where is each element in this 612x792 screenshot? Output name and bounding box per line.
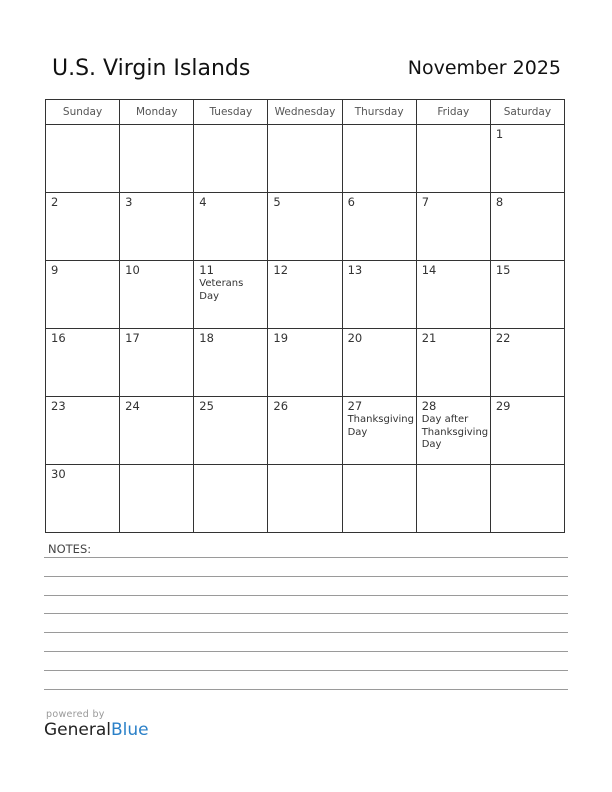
day-cell xyxy=(490,193,564,261)
day-cell xyxy=(46,125,120,193)
day-number: 20 xyxy=(347,331,363,345)
day-cell xyxy=(194,397,268,465)
day-cell xyxy=(268,261,342,329)
weekday-wednesday: Wednesday xyxy=(268,100,342,125)
week-row xyxy=(46,465,565,533)
day-cell xyxy=(416,397,490,465)
day-cell xyxy=(120,329,194,397)
note-line xyxy=(44,651,568,652)
day-cell xyxy=(120,125,194,193)
day-cell xyxy=(490,125,564,193)
week-row xyxy=(46,397,565,465)
weekday-header-row xyxy=(46,100,565,125)
day-number: 3 xyxy=(125,195,133,209)
weekday-saturday: Saturday xyxy=(490,100,564,125)
day-cell xyxy=(490,397,564,465)
day-number: 30 xyxy=(51,467,66,481)
day-number: 26 xyxy=(273,399,289,413)
note-line xyxy=(44,670,568,671)
day-cell xyxy=(268,397,342,465)
note-line xyxy=(44,595,568,596)
day-cell xyxy=(416,465,490,533)
notes-label: NOTES: xyxy=(48,542,92,556)
weekday-sunday: Sunday xyxy=(46,100,120,125)
day-number: 19 xyxy=(273,331,289,345)
generalblue-logo[interactable] xyxy=(44,720,149,740)
day-number: 15 xyxy=(495,263,511,277)
calendar-country-title: U.S. Virgin Islands xyxy=(52,56,251,81)
day-cell xyxy=(342,261,416,329)
logo-general-text: General xyxy=(44,720,111,740)
day-cell xyxy=(342,397,416,465)
day-cell xyxy=(416,261,490,329)
note-line xyxy=(44,632,568,633)
day-number: 14 xyxy=(421,263,437,277)
day-number: 9 xyxy=(51,263,59,277)
day-cell xyxy=(46,329,120,397)
note-line xyxy=(44,576,568,577)
holiday-label: Thanksgiving Day xyxy=(347,414,414,438)
day-cell xyxy=(194,261,268,329)
weekday-thursday: Thursday xyxy=(342,100,416,125)
week-row xyxy=(46,261,565,329)
day-cell xyxy=(46,397,120,465)
day-number: 13 xyxy=(347,263,363,277)
weekday-monday: Monday xyxy=(120,100,194,125)
week-row xyxy=(46,193,565,261)
day-number: 28 xyxy=(421,399,437,413)
day-cell xyxy=(342,329,416,397)
note-line xyxy=(44,613,568,614)
day-number: 11 xyxy=(199,263,214,277)
holiday-label: Veterans Day xyxy=(199,278,244,302)
day-cell xyxy=(268,193,342,261)
day-cell xyxy=(120,261,194,329)
day-number: 10 xyxy=(125,263,140,277)
day-cell xyxy=(268,329,342,397)
day-number: 27 xyxy=(347,399,363,413)
day-number: 25 xyxy=(199,399,214,413)
day-cell xyxy=(268,125,342,193)
day-number: 17 xyxy=(125,331,140,345)
calendar-grid xyxy=(45,99,565,533)
day-number: 7 xyxy=(421,195,430,209)
day-number: 12 xyxy=(273,263,289,277)
day-number: 2 xyxy=(51,195,59,209)
day-number: 6 xyxy=(347,195,355,209)
holiday-label: Day after Thanksgiving Day xyxy=(421,414,489,450)
day-cell xyxy=(194,465,268,533)
day-number: 1 xyxy=(495,127,504,141)
day-number: 22 xyxy=(495,331,511,345)
day-cell xyxy=(120,193,194,261)
day-cell xyxy=(416,193,490,261)
day-cell xyxy=(194,329,268,397)
week-row xyxy=(46,125,565,193)
day-cell xyxy=(416,329,490,397)
weekday-friday: Friday xyxy=(416,100,490,125)
day-number: 21 xyxy=(421,331,437,345)
day-cell xyxy=(46,261,120,329)
day-cell xyxy=(194,125,268,193)
day-number: 5 xyxy=(273,195,281,209)
day-number: 16 xyxy=(51,331,66,345)
day-number: 29 xyxy=(495,399,511,413)
day-cell xyxy=(46,193,120,261)
day-cell xyxy=(342,193,416,261)
note-line xyxy=(44,557,568,558)
day-cell xyxy=(342,125,416,193)
powered-by-text: powered by xyxy=(46,709,105,720)
day-cell xyxy=(490,261,564,329)
day-cell xyxy=(268,465,342,533)
note-line xyxy=(44,689,568,690)
day-cell xyxy=(416,125,490,193)
week-row xyxy=(46,329,565,397)
day-cell xyxy=(120,397,194,465)
day-number: 24 xyxy=(125,399,140,413)
day-cell xyxy=(342,465,416,533)
logo-blue-text: Blue xyxy=(111,720,149,740)
weekday-tuesday: Tuesday xyxy=(194,100,268,125)
day-number: 18 xyxy=(199,331,214,345)
day-number: 8 xyxy=(495,195,504,209)
day-cell xyxy=(490,329,564,397)
day-cell xyxy=(120,465,194,533)
day-number: 23 xyxy=(51,399,66,413)
day-number: 4 xyxy=(199,195,207,209)
day-cell xyxy=(46,465,120,533)
day-cell xyxy=(490,465,564,533)
day-cell xyxy=(194,193,268,261)
calendar-month-title: November 2025 xyxy=(407,57,561,79)
